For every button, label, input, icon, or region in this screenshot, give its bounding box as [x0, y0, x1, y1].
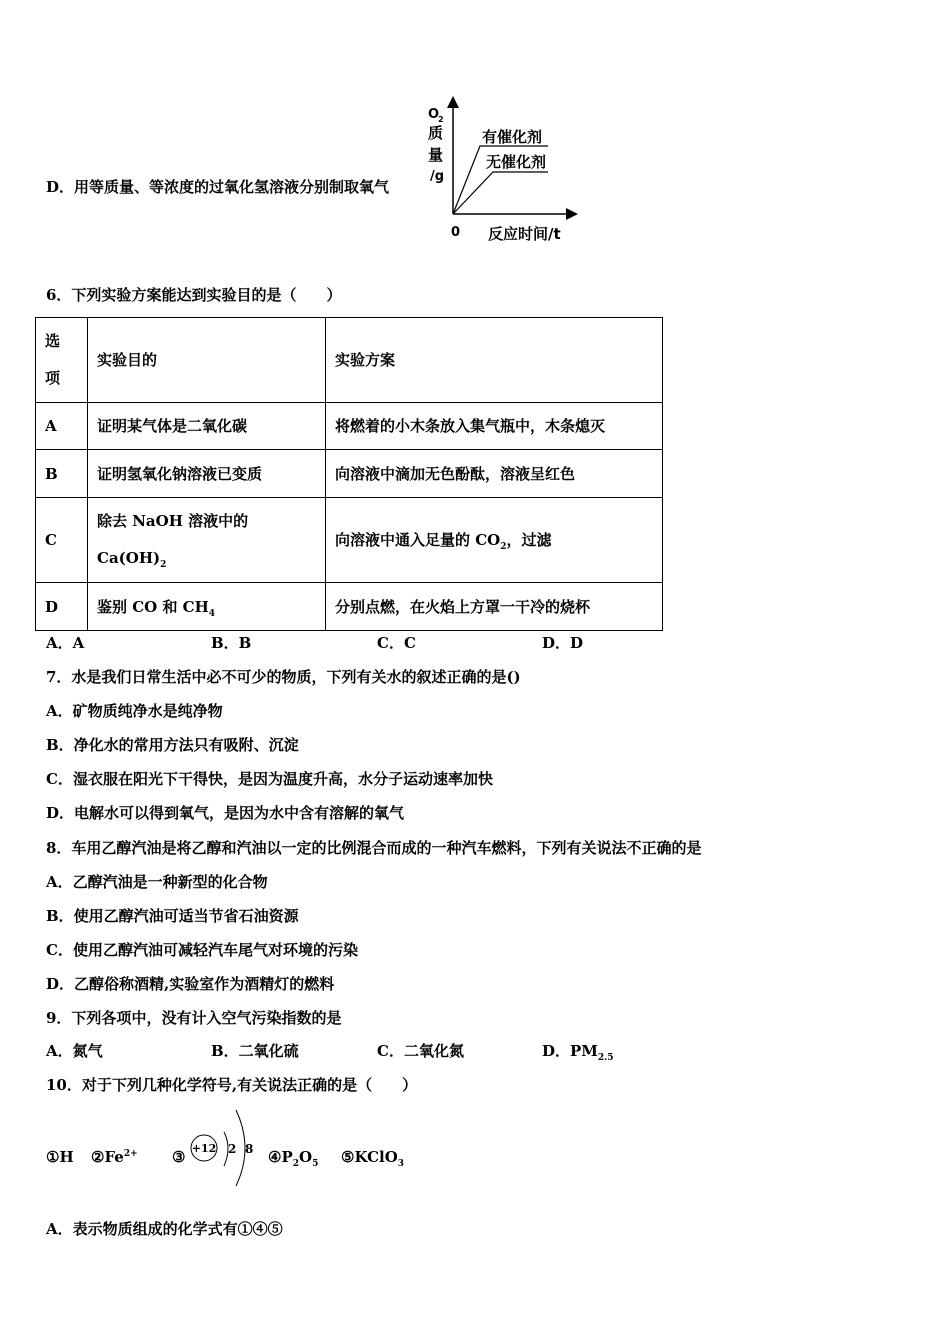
catalyst-graph — [420, 96, 590, 246]
nucleus-charge: +12 — [191, 1142, 217, 1155]
table-row — [36, 583, 663, 631]
row-d-option: D — [36, 583, 88, 631]
q6-question: 6．下列实验方案能达到实验目的是（ ） — [46, 286, 342, 304]
table-row — [36, 403, 663, 450]
table-header-row — [36, 318, 663, 403]
q9-option-a: A．氮气 — [46, 1042, 103, 1060]
q10-option-a: A．表示物质组成的化学式有①④⑤ — [46, 1220, 283, 1238]
symbol-p2o5: $④P_2O_5$ — [268, 1148, 319, 1169]
q6-answer-a: A．A — [46, 634, 85, 652]
row-d-purpose: 鉴别 CO 和 $CH_4$ — [88, 583, 326, 631]
q8-option-d: D．乙醇俗称酒精,实验室作为酒精灯的燃料 — [46, 975, 335, 993]
q7-option-a: A．矿物质纯净水是纯净物 — [46, 702, 223, 720]
header-method: 实验方案 — [326, 318, 663, 403]
header-option: 选 项 — [36, 318, 88, 403]
q8-option-a: A．乙醇汽油是一种新型的化合物 — [46, 873, 268, 891]
row-c-purpose: 除去 NaOH 溶液中的 $Ca(OH)_2$ — [88, 498, 326, 583]
origin-label: 0 — [451, 225, 461, 240]
q7-option-b: B．净化水的常用方法只有吸附、沉淀 — [46, 736, 299, 754]
q8-option-b: B．使用乙醇汽油可适当节省石油资源 — [46, 907, 299, 925]
y-label-1: 质 — [428, 124, 444, 142]
row-a-method: 将燃着的小木条放入集气瓶中，木条熄灭 — [326, 403, 663, 450]
row-b-method: 向溶液中滴加无色酚酞，溶液呈红色 — [326, 450, 663, 498]
symbol-fe-ion: $②Fe^{2+}$ — [91, 1148, 138, 1166]
q7-option-d: D．电解水可以得到氧气，是因为水中含有溶解的氧气 — [46, 804, 405, 822]
symbol-kclo3: ⑤KClO$_3$ — [341, 1148, 405, 1169]
row-d-method: 分别点燃，在火焰上方罩一干冷的烧杯 — [326, 583, 663, 631]
symbol-h: ①H — [46, 1148, 74, 1166]
q5-option-d: D．用等质量、等浓度的过氧化氢溶液分别制取氧气 — [46, 178, 390, 196]
q9-question: 9．下列各项中，没有计入空气污染指数的是 — [46, 1009, 342, 1027]
q9-option-d: D．$PM_{2.5}$ — [542, 1042, 614, 1063]
q8-question: 8．车用乙醇汽油是将乙醇和汽油以一定的比例混合而成的一种汽车燃料，下列有关说法不正确的是 — [46, 839, 702, 857]
table-row — [36, 498, 663, 583]
x-axis-label: 反应时间/t — [488, 225, 561, 243]
series-label-no-catalyst: 无催化剂 — [486, 153, 547, 171]
q7-option-c: C．湿衣服在阳光下干得快，是因为温度升高，水分子运动速率加快 — [46, 770, 493, 788]
y-label-o: O — [428, 107, 440, 122]
y-label-unit: /g — [430, 169, 445, 184]
header-purpose: 实验目的 — [88, 318, 326, 403]
q6-table — [35, 317, 663, 631]
q9-option-b: B．二氧化硫 — [211, 1042, 299, 1060]
row-c-method: 向溶液中通入足量的 $CO_2$，过滤 — [326, 498, 663, 583]
q7-question: 7．水是我们日常生活中必不可少的物质，下列有关水的叙述正确的是() — [46, 668, 521, 686]
q6-answer-c: C．C — [377, 634, 416, 652]
q6-answer-b: B．B — [211, 634, 252, 652]
electron-shell-2 — [236, 1110, 245, 1186]
atom-structure-diagram — [186, 1104, 266, 1192]
row-b-purpose: 证明氢氧化钠溶液已变质 — [88, 450, 326, 498]
shell-2-electrons: 8 — [245, 1142, 254, 1156]
table-row — [36, 450, 663, 498]
symbol-3-label: ③ — [172, 1148, 186, 1166]
series-label-catalyst: 有催化剂 — [482, 128, 543, 146]
q9-option-c: C．二氧化氮 — [377, 1042, 464, 1060]
row-a-option: A — [36, 403, 88, 450]
row-c-option: C — [36, 498, 88, 583]
row-a-purpose: 证明某气体是二氧化碳 — [88, 403, 326, 450]
y-label-o-sub: 2 — [438, 115, 444, 124]
y-label-2: 量 — [428, 146, 444, 164]
row-b-option: B — [36, 450, 88, 498]
q10-question: 10．对于下列几种化学符号,有关说法正确的是（ ） — [46, 1076, 418, 1094]
q8-option-c: C．使用乙醇汽油可减轻汽车尾气对环境的污染 — [46, 941, 358, 959]
q6-answer-d: D．D — [542, 634, 584, 652]
shell-1-electrons: 2 — [228, 1142, 237, 1156]
